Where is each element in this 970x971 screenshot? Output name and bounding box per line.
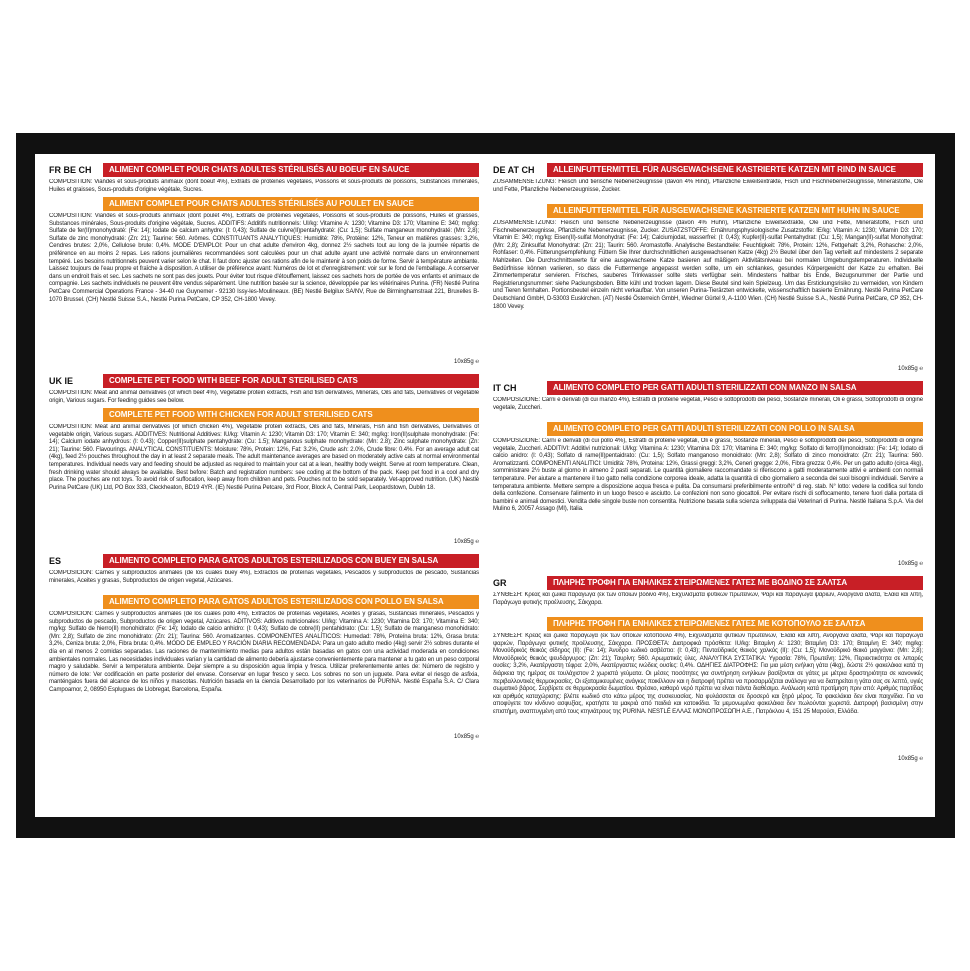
subheader-row <box>49 595 479 609</box>
language-code: UK IE <box>49 376 74 386</box>
header-row <box>493 576 923 590</box>
indent <box>493 617 547 631</box>
chicken-title-band: ALIMENTO COMPLETO PARA GATOS ADULTOS ESTERILIZADOS CON POLLO EN SALSA <box>103 595 479 609</box>
beef-composition: COMPOSIZIONE: Carni e derivati (di cui manzo 4%), Estratti di proteine vegetali, Pesci e sottoprodotti dei pesci, Sostanze minerali, Oli e grassi, Sottoprodotti di origine vegetale, Zuccheri. <box>493 397 923 411</box>
header-row <box>49 554 479 568</box>
subheader-row <box>49 408 479 422</box>
net-weight: 10x85g ℮ <box>898 561 923 567</box>
indent <box>49 197 103 211</box>
subheader-row <box>49 197 479 211</box>
subheader-row <box>493 617 923 631</box>
chicken-composition: COMPOSITION: Meat and animal derivatives (of which chicken 4%), Vegetable protein extracts, Oils and fats, Minerals, Fish and fish derivatives, Derivatives of vegetable origin, Various sugars. ADDITIVES: Nutritional Additives: IU/kg: Vitamin A: 1230; Vitamin D3: 170; Vitamin E: 340; mg/kg: Iron(II)sulphate monohydrate: (Fe: 14); Calcium iodate anhydrous: (I: 0.43); Copper(II)sulphate pentahydrate: (Cu: 1.5); Manganous sulphate monohydrate: (Mn: 2.8); Zinc sulphate monohydrate: (Zn: 21); Taurine: 560. Flavourings. ANALYTICAL CONSTITUENTS: Moisture: 78%, Protein: 12%, Fat: 3.2%, Crude ash: 2.0%, Crude fibre: 0.4%. For an average adult cat (4kg), feed 2½ pouches throughout the day in at least 2 separate meals. The adult maintenance averages are based on moderately active cats at normal environmental temperatures. Individual needs vary and feeding should be adjusted as required to maintain your cat at a lean, healthy body weight. Serve at room temperature. Clean, fresh drinking water should always be available. Best before: Batch and registration numbers: see coding at the bottom of the pack. Keep pet food in a cool and dry place. The pouches are not toys. To avoid risk of suffocation, keep away from children and pets. Pouches not to be sold separately. Vet-approved nutrition. (UK) Nestlé Purina PetCare (UK) Ltd, PO Box 333, Cleckheaton, BD19 4YR. (IE) Nestlé Purina Petcare, 3rd Floor, Block A, Central Park, Leopardstown, Dublin 18. <box>49 424 479 491</box>
net-weight: 10x85g ℮ <box>454 359 479 365</box>
header-row <box>493 381 923 395</box>
language-code: ES <box>49 556 62 566</box>
beef-composition: COMPOSITION: Meat and animal derivatives (of which beef 4%), Vegetable protein extracts, Fish and fish derivatives, Minerals, Oils and fats, Derivatives of vegetable origin, Various sugars. For feeding guides see below. <box>49 390 479 404</box>
right-column <box>493 163 923 811</box>
left-column <box>49 163 479 811</box>
beef-composition: COMPOSITION: Viandes et sous-produits animaux (dont boeuf 4%), Extraits de protéines végétales, Poissons et sous-produits de poissons, Substances minérales, Huiles et graisses, Sous-produits d'origine végétale, Sucres. <box>49 179 479 193</box>
chicken-title-band: ALLEINFUTTERMITTEL FÜR AUSGEWACHSENE KASTRIERTE KATZEN MIT HUHN IN SAUCE <box>547 204 923 218</box>
header-row <box>493 163 923 177</box>
header-row <box>49 374 479 388</box>
section-gr <box>493 576 923 766</box>
indent <box>493 204 547 218</box>
label-frame <box>16 133 955 838</box>
net-weight: 10x85g ℮ <box>454 539 479 545</box>
beef-title-band: ALLEINFUTTERMITTEL FÜR AUSGEWACHSENE KASTRIERTE KATZEN MIT RIND IN SAUCE <box>547 163 923 177</box>
chicken-composition: COMPOSIZIONE: Carni e derivati (di cui pollo 4%), Estratti di proteine vegetali, Oli e grassi, Sostanze minerali, Pesci e sottoprodotti dei pesci, Sottoprodotti di origine vegetale, Zuccheri. ADDITIVI: Additivi nutrizionali: UI/kg: Vitamina A: 1230; Vitamina D3: 170; Vitamina E: 340; mg/kg: Solfato di ferro(II)monoidrato: (Fe: 14); Iodato di calcio anidro: (I: 0,43); Solfato di rame(II)pentaidrato: (Cu: 1,5); Solfato manganoso monoidrato: (Mn: 2,8); Solfato di zinco monoidrato: (Zn: 21); Taurina: 560. Aromatizzanti. COMPONENTI ANALITICI: Umidità: 78%, Proteina: 12%, Grassi greggi: 3,2%, Ceneri gregge: 2,0%, Fibra grezza: 0,4%. Per un gatto adulto (circa 4kg), somministrare 2½ buste al giorno in almeno 2 pasti separati. Le quantità giornaliere raccomandate si riferiscono a gatti moderatamente attivi e ambienti con normali temperature. Per aiutare a mantenere il tuo gatto nella condizione corporea ideale, adatta la quantità di cibo giornaliero a seconda dei suoi bisogni individuali. Servire a temperatura ambiente. Mettere sempre a disposizione acqua fresca e pulita. Da consumarsi preferibilmente entro/N° di reg. stab. N° lotto: vedere la codifica sul fondo della confezione. Conservare l'alimento in un luogo fresco e asciutto. Le confezioni non sono giocattoli. Per evitare rischi di soffocamento, tenere fuori dalla portata di bambini e animali domestici. Vendita delle singole buste non consentita. Nutrizione basata sulla scienza sviluppata dai Veterinari di Purina. Nestlé Italiana S.p.A. Via del Mulino 6, 20057 Assago (MI), Italia. <box>493 438 923 513</box>
chicken-composition: COMPOSITION: Viandes et sous-produits animaux (dont poulet 4%), Extraits de protéines végétales, Poissons et sous-produits de poissons, Huiles et graisses, Substances minérales, Sous-produits d'origine végétale, Sucres. ADDITIFS: Additifs nutritionnels: UI/kg: Vitamine A: 1230; Vitamine D3: 170; Vitamine E: 340; mg/kg: Sulfate de fer(II)monohydraté: (Fe: 14); Iodate de calcium anhydre: (I: 0,43); Sulfate de cuivre(II)pentahydraté: (Cu: 1,5); Sulfate manganeux monohydraté: (Mn: 2,8); Sulfate de zinc monohydraté: (Zn: 21); Taurine: 560. Arômes. CONSTITUANTS ANALYTIQUES: Humidité: 78%, Protéine: 12%, Teneur en matières grasses: 3,2%, Cendres brutes: 2,0%, Cellulose brute: 0,4%. MODE D'EMPLOI: Pour un chat adulte d'environ 4kg, donnez 2½ sachets tout au long de la journée répartis de préférence en au moins 2 repas. Les rations journalières recommandées sont calculées pour un chat adulte ayant une activité normale dans un environnement tempéré. Les besoins nutritionnels peuvent varier selon le chat. Il faut donc ajuster ces rations afin de le maintenir à son poids de forme. Servir à température ambiante. Laissez toujours de l'eau propre et fraîche à disposition. A utiliser de préférence avant: Numéros de lot et d'enregistrement: voir sur le fond de l'emballage. A conserver dans un endroit frais et sec. Les sachets ne sont pas des jouets. Pour éviter tout risque d'étouffement, laissez ces sachets hors de portée de vos enfants et animaux de compagnie. Les sachets individuels ne peuvent être vendus séparément. Une nutrition basée sur la science, développée par les vétérinaires Purina. (FR) Nestlé Purina PetCare Commercial Operations France - 34-40 rue Guynemer - 92130 Issy-les-Moulineaux. (BE) Nestlé Belgilux SA/NV, Rue de Birminghamstraat 221, Bruxelles B-1070 Brussel. (CH) Nestlé Suisse S.A., Nestlé Purina PetCare, CP 352, CH-1800 Vevey. <box>49 213 479 303</box>
section-de <box>493 163 923 376</box>
beef-title-band: ALIMENTO COMPLETO PARA GATOS ADULTOS ESTERILIZADOS CON BUEY EN SALSA <box>103 554 479 568</box>
section-fr <box>49 163 479 369</box>
beef-composition: COMPOSICIÓN: Carnes y subproductos animales (de los cuales buey 4%), Extractos de proteínas vegetales, Pescados y subproductos de pescado, Sustancias minerales, Aceites y grasas, Subproductos de origen vegetal, Azúcares. <box>49 570 479 584</box>
net-weight: 10x85g ℮ <box>898 756 923 762</box>
subheader-row <box>493 204 923 218</box>
section-uk <box>49 374 479 549</box>
indent <box>493 422 547 436</box>
language-code: FR BE CH <box>49 165 92 175</box>
language-code: DE AT CH <box>493 165 535 175</box>
language-code: IT CH <box>493 383 517 393</box>
section-es <box>49 554 479 744</box>
net-weight: 10x85g ℮ <box>898 366 923 372</box>
chicken-title-band: ALIMENTO COMPLETO PER GATTI ADULTI STERILIZZATI CON POLLO IN SALSA <box>547 422 923 436</box>
beef-composition: ZUSAMMENSETZUNG: Fleisch und tierische Nebenerzeugnisse (davon 4% Rind), Pflanzliche Eiweißextrakte, Fisch und Fischnebenerzeugnisse, Mineralstoffe, Öle und Fette, Pflanzliche Nebenerzeugnisse, Zucker. <box>493 179 923 193</box>
language-code: GR <box>493 578 507 588</box>
chicken-title-band: ALIMENT COMPLET POUR CHATS ADULTES STÉRILISÉS AU POULET EN SAUCE <box>103 197 479 211</box>
subheader-row <box>493 422 923 436</box>
chicken-title-band: ΠΛΗΡΗΣ ΤΡΟΦΗ ΓΙΑ ΕΝΗΛΙΚΕΣ ΣΤΕΙΡΩΜΕΝΕΣ ΓΑΤΕΣ ΜΕ ΚΟΤΟΠΟΥΛΟ ΣΕ ΣΑΛΤΣΑ <box>547 617 923 631</box>
chicken-title-band: COMPLETE PET FOOD WITH CHICKEN FOR ADULT STERILISED CATS <box>103 408 479 422</box>
indent <box>49 408 103 422</box>
header-row <box>49 163 479 177</box>
beef-title-band: ALIMENT COMPLET POUR CHATS ADULTES STÉRILISÉS AU BOEUF EN SAUCE <box>103 163 479 177</box>
beef-title-band: COMPLETE PET FOOD WITH BEEF FOR ADULT STERILISED CATS <box>103 374 479 388</box>
section-it <box>493 381 923 571</box>
net-weight: 10x85g ℮ <box>454 734 479 740</box>
indent <box>49 595 103 609</box>
chicken-composition: COMPOSICIÓN: Carnes y subproductos animales (de los cuales pollo 4%), Extractos de proteínas vegetales, Aceites y grasas, Sustancias minerales, Pescados y subproductos de pescado, Subproductos de origen vegetal, Azúcares. ADITIVOS: Aditivos nutricionales: UI/kg: Vitamina A: 1230; Vitamina D3: 170; Vitamina E: 340; mg/kg: Sulfato de hierro(II) monohidrato: (Fe: 14); Iodato de calcio anhidro: (I: 0,43); Sulfato de cobre(II) pentahidrato: (Cu: 1,5); Sulfato de manganeso monohidrato: (Mn: 2,8); Sulfato de zinc monohidrato: (Zn: 21); Taurina: 560. Aromatizantes. COMPONENTES ANALÍTICOS: Humedad: 78%, Proteína bruta: 12%, Grasa bruta: 3,2%, Ceniza bruta: 2,0%, Fibra bruta: 0,4%. MODO DE EMPLEO Y RACIÓN DIARIA RECOMENDADA: Para un gato adulto medio (4kg) servir 2½ sobres durante el día en al menos 2 comidas separadas. Las raciones de mantenimiento medias para adultos están basadas en gatos con una actividad moderada en condiciones ambientales normales. Las necesidades individuales varían y la cantidad de alimento debería ajustarse convenientemente para mantener a tu gato en un peso corporal magro y saludable. Servir a temperatura ambiente. Dejar siempre a su disposición agua limpia y fresca. Utilizar preferentemente antes de: Número de registro y número de lote: Ver codificación en parte posterior del envase. Conservar en lugar fresco y seco. Los sobres no son un juguete. Para evitar el riesgo de asfixia, manténgalos fuera del alcance de los niños y mascotas. Nutrición basada en la ciencia Desarrollado por los veterinarios de PURINA. Nestlé España S.A. C/ Clara Campoamor, 2, 08950 Esplugues de Llobregat, Barcelona, España. <box>49 611 479 693</box>
beef-title-band: ALIMENTO COMPLETO PER GATTI ADULTI STERILIZZATI CON MANZO IN SALSA <box>547 381 923 395</box>
beef-composition: ΣΥΝΘΕΣΗ: Κρέας και ζωικά παράγωγα (εκ των οποίων βοδινό 4%), Εκχυλίσματα φυτικών πρωτεϊνών, Ψάρι και παράγωγα ψαριών, Ανόργανα άλατα, Έλαια και λίπη, Παράγωγα φυτικής προέλευσης, Σάκχαρα. <box>493 592 923 606</box>
beef-title-band: ΠΛΗΡΗΣ ΤΡΟΦΗ ΓΙΑ ΕΝΗΛΙΚΕΣ ΣΤΕΙΡΩΜΕΝΕΣ ΓΑΤΕΣ ΜΕ ΒΟΔΙΝΟ ΣΕ ΣΑΛΤΣΑ <box>547 576 923 590</box>
chicken-composition: ΣΥΝΘΕΣΗ: Κρέας και ζωικά παράγωγα (εκ των οποίων κοτόπουλο 4%), Εκχυλίσματα φυτικών πρωτεϊνών, Έλαια και λίπη, Ανόργανα άλατα, Ψάρι και παράγωγα ψαριών, Παράγωγα φυτικής προέλευσης, Σάκχαρα. ΠΡΟΣΘΕΤΑ: Διατροφικά πρόσθετα: IU/kg: Βιταμίνη A: 1230; Βιταμίνη D3: 170; Βιταμίνη E: 340; mg/kg: Μονοϋδρικός θειικός σίδηρος (II): (Fe: 14); Άνυδρο ιωδικό ασβέστιο: (I: 0,43); Πενταϋδρικός θειικός χαλκός (II): (Cu: 1,5); Μονοϋδρικό θειικό μαγγάνιο: (Mn: 2,8); Μονοϋδρικός θειικός ψευδάργυρος: (Zn: 21); Ταυρίνη: 560. Αρωματικές ύλες. ΑΝΑΛΥΤΙΚΑ ΣΥΣΤΑΤΙΚΑ: Υγρασία: 78%, Πρωτεΐνη: 12%, Περιεκτικότητα σε λιπαρές ουσίες: 3,2%, Ακατέργαστη τέφρα: 2,0%, Ακατέργαστες ινώδεις ουσίες: 0,4%. ΟΔΗΓΙΕΣ ΔΙΑΤΡΟΦΗΣ: Για μια μέση ενήλικη γάτα (4kg), δώστε 2½ φακελάκια κατά τη διάρκεια της ημέρας σε τουλάχιστον 2 χωριστά γεύματα. Οι μέσες ποσότητες για συντήρηση ενηλίκων βασίζονται σε γάτες με μέτρια δραστηριότητα σε κανονικές περιβαλλοντικές θερμοκρασίες. Οι εξατομικευμένες ανάγκες ποικίλλουν και η διατροφή πρέπει να προσαρμόζεται ανάλογα για να διατηρείται η γάτα σας σε λεπτό, υγιές σωματικό βάρος. Σερβίρετε σε θερμοκρασία δωματίου. Φρέσκο, καθαρό νερό πρέπει να είναι πάντα διαθέσιμο. Ανάλωση κατά προτίμηση πριν από: Αριθμός παρτίδας και αριθμός καταχώρισης: βλέπε κωδικό στο κάτω μέρος της συσκευασίας. Να φυλάσσεται σε δροσερό και ξηρό μέρος. Τα φακελάκια δεν είναι παιχνίδια. Για να αποφύγετε τον κίνδυνο ασφυξίας, κρατήστε τα μακριά από παιδιά και κατοικίδια. Τα μεμονωμένα φακελάκια δεν πωλούνται χωριστά. Διατροφή βασισμένη στην επιστήμη, αναπτυγμένη από τους κτηνιάτρους της PURINA. NESTLÉ ΕΛΛΑΣ ΜΟΝΟΠΡΟΣΩΠΗ Α.Ε., Πατρόκλου 4, 151 25 Μαρούσι, Ελλάδα. <box>493 633 923 715</box>
label-panel <box>35 154 935 817</box>
chicken-composition: ZUSAMMENSETZUNG: Fleisch und tierische Nebenerzeugnisse (davon 4% Huhn), Pflanzliche Eiweißextrakte, Öle und Fette, Mineralstoffe, Fisch und Fischnebenerzeugnisse, Pflanzliche Nebenerzeugnisse, Zucker. ZUSATZSTOFFE: Ernährungsphysiologische Zusatzstoffe: IE/kg: Vitamin A: 1230; Vitamin D3: 170; Vitamin E: 340; mg/kg: Eisen(II)-sulfat Monohydrat: (Fe: 14); Calciumjodat, wasserfrei: (I: 0,43); Kupfer(II)-sulfat Pentahydrat: (Cu: 1,5); Mangan(II)-sulfat Monohydrat: (Mn: 2,8); Zinksulfat Monohydrat: (Zn: 21); Taurin: 560. Aromastoffe. Analytische Bestandteile: Feuchtigkeit: 78%, Protein: 12%, Fettgehalt: 3,2%, Rohasche: 2,0%, Rohfaser: 0,4%. Fütterungsempfehlung: Füttern Sie Ihrer durchschnittlichen ausgewachsenen Katze (4kg) 2½ Beutel über den Tag verteilt auf mindestens 2 separate Mahlzeiten. Die Durchschnittswerte für eine ausgewachsene Katze basieren auf mäßigem Aktivitätsniveau bei normalen Umgebungstemperaturen. Individuelle Bedürfnisse können variieren, so dass die Futtermenge angepasst werden sollte, um ein schlankes, gesundes Körpergewicht der Katze zu erhalten. Bei Zimmertemperatur servieren. Frisches, sauberes Trinkwasser sollte stets verfügbar sein. Mindestens haltbar bis Ende, Bezugsnummer der Partie und Registrierungsnummer: siehe Packungsboden. Bitte kühl und trocken lagern. Diese Beutel sind kein Spielzeug. Um das Erstickungsrisiko zu vermeiden, von Kindern und Tieren fernhalten. Portionsbeutel einzeln nicht verkaufbar. Von unseren Purina-Tierärzten entwickelte, wissenschaftlich basierte Ernährung. Nestlé Purina PetCare Deutschland GmbH, D-53003 Euskirchen. (AT) Nestlé Österreich GmbH, Wiedner Gürtel 9, A-1100 Wien. (CH) Nestlé Suisse S.A., Nestlé Purina PetCare, CP 352, CH-1800 Vevey. <box>493 220 923 310</box>
